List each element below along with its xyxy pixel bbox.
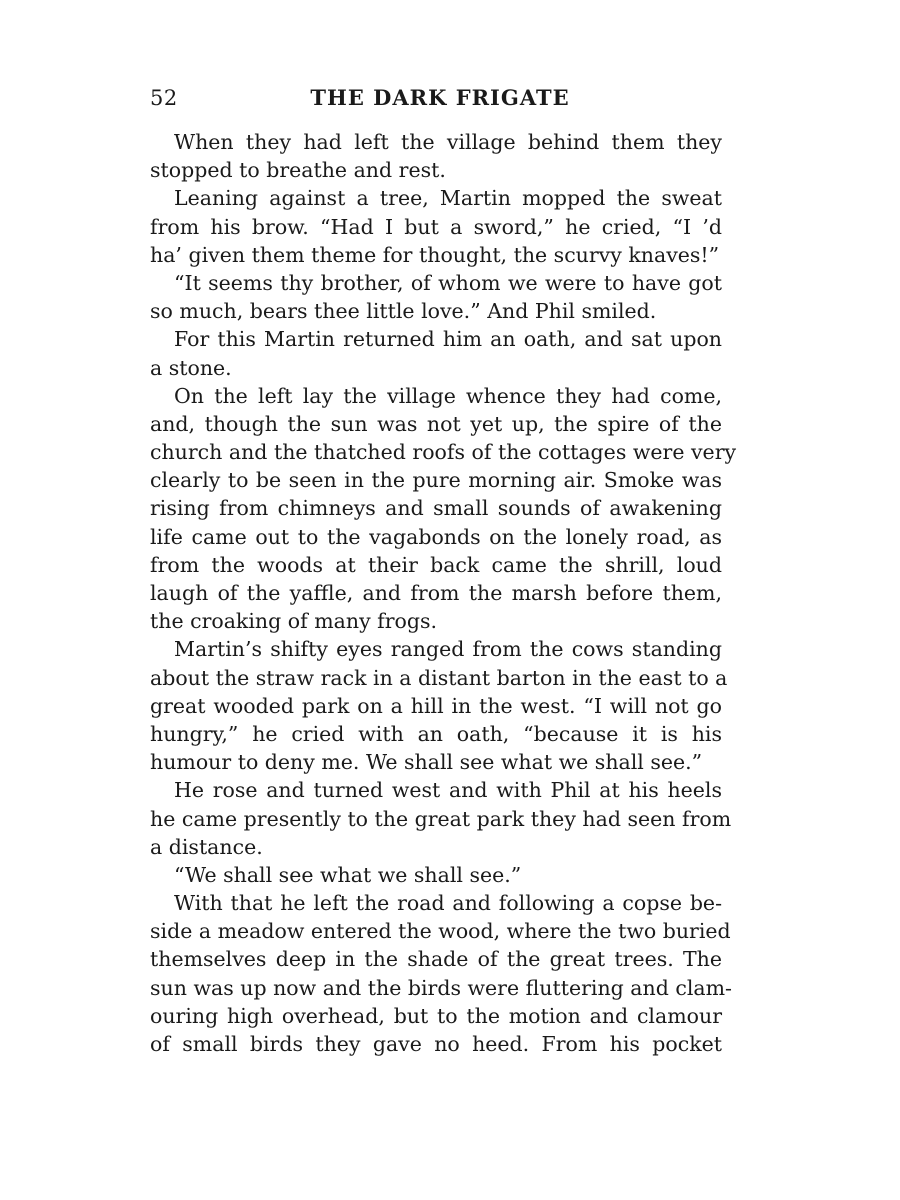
text-line: laugh of the yaffle, and from the marsh before them, xyxy=(150,581,722,605)
text-line: a distance. xyxy=(150,834,263,859)
text-line: side a meadow entered the wood, where the two buried xyxy=(150,919,731,944)
body-text xyxy=(150,128,737,1058)
text-line: Martin’s shifty eyes ranged from the cows standing xyxy=(174,637,722,662)
text-line: so much, bears thee little love.” And Phil smiled. xyxy=(150,299,657,324)
text-line: themselves deep in the shade of the great trees. The xyxy=(150,947,722,972)
text-line: a stone. xyxy=(150,355,232,380)
text-line: ouring high overhead, but to the motion and clamour xyxy=(150,1003,722,1028)
text-line: He rose and turned west and with Phil at his heels xyxy=(174,778,722,803)
text-line: When they had left the village behind them they xyxy=(174,130,722,154)
text-line: “It seems thy brother, of whom we were to have got xyxy=(174,270,722,295)
text-line: great wooded park on a hill in the west. “I will not go xyxy=(150,693,722,718)
text-line: the croaking of many frogs. xyxy=(150,609,438,634)
text-line: humour to deny me. We shall see what we shall see.” xyxy=(150,750,703,775)
text-line: life came out to the vagabonds on the lonely road, as xyxy=(150,524,722,549)
running-title: THE DARK FRIGATE xyxy=(310,85,570,110)
text-line: from his brow. “Had I but a sword,” he cried, “I ’d xyxy=(150,214,722,239)
text-line: stopped to breathe and rest. xyxy=(150,158,446,183)
text-line: For this Martin returned him an oath, and sat upon xyxy=(174,327,722,352)
text-line: from the woods at their back came the shrill, loud xyxy=(150,552,722,577)
text-line: and, though the sun was not yet up, the spire of the xyxy=(150,411,722,436)
text-line: On the left lay the village whence they had come, xyxy=(174,383,722,408)
text-line: about the straw rack in a distant barton in the east to a xyxy=(150,665,728,690)
text-line: sun was up now and the birds were fluttering and clam- xyxy=(150,975,732,1000)
text-line: With that he left the road and following a copse be- xyxy=(174,891,722,916)
text-line: clearly to be seen in the pure morning air. Smoke was xyxy=(150,468,722,493)
text-line: he came presently to the great park they had seen from xyxy=(150,806,732,831)
text-line: of small birds they gave no heed. From his pocket xyxy=(150,1032,722,1056)
text-line: Leaning against a tree, Martin mopped the sweat xyxy=(174,186,722,211)
page-header xyxy=(150,84,722,112)
text-line: ha’ given them theme for thought, the scurvy knaves!” xyxy=(150,242,720,267)
text-line: rising from chimneys and small sounds of awakening xyxy=(150,496,722,521)
page-number: 52 xyxy=(150,86,178,110)
text-line: hungry,” he cried with an oath, “because it is his xyxy=(150,721,722,746)
text-line: church and the thatched roofs of the cottages were very xyxy=(150,440,737,465)
text-line: “We shall see what we shall see.” xyxy=(174,862,522,887)
